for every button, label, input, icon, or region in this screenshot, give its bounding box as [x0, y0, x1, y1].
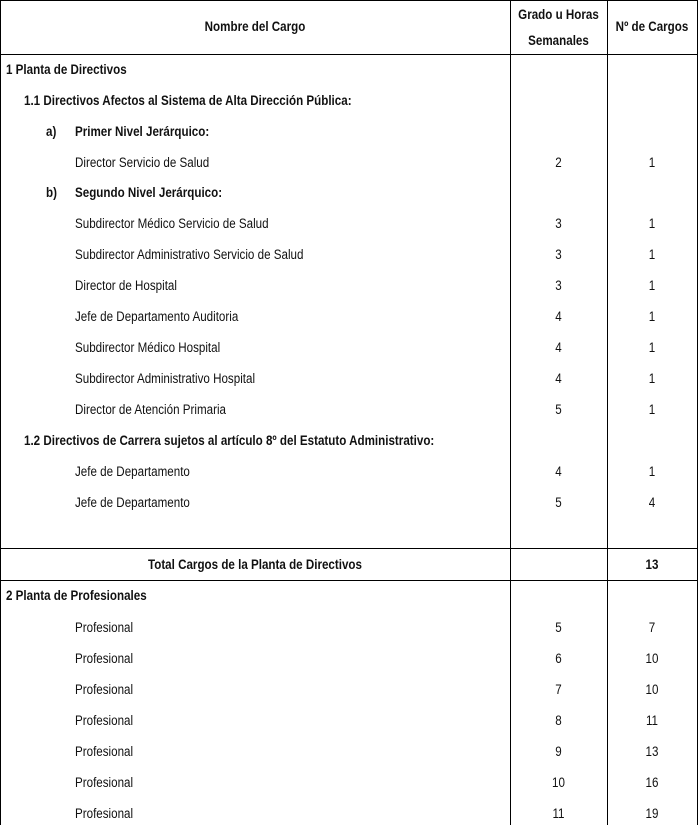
table-row-grado: 3 — [555, 216, 562, 231]
table-row-cargo-name: Director Servicio de Salud — [75, 155, 210, 170]
table-row-grado: 4 — [555, 340, 562, 355]
table-row-numero-cargos: 1 — [648, 340, 656, 355]
table-row-grado: 5 — [555, 495, 562, 510]
table-row-cargo-name: Director de Hospital — [75, 278, 177, 293]
table-row-cargo-name: Profesional — [75, 651, 134, 666]
group-a-letter: a) — [46, 124, 57, 139]
table-row-cargo-name: Subdirector Médico Hospital — [75, 340, 221, 355]
table-row-numero-cargos: 1 — [648, 371, 656, 386]
section-planta-profesionales: 2 Planta de Profesionales — [6, 588, 147, 603]
table-border-left — [0, 0, 1, 825]
header-numero-de-cargos: Nº de Cargos — [615, 19, 689, 34]
table-row-cargo-name: Jefe de Departamento — [75, 464, 190, 479]
table-row-numero-cargos: 4 — [648, 495, 656, 510]
table-row-cargo-name: Profesional — [75, 806, 134, 821]
header-divider — [0, 54, 698, 55]
table-row-cargo-name: Subdirector Médico Servicio de Salud — [75, 216, 269, 231]
table-row-cargo-name: Director de Atención Primaria — [75, 402, 226, 417]
header-nombre-del-cargo: Nombre del Cargo — [204, 19, 306, 34]
table-row-grado: 10 — [552, 775, 565, 790]
table-row-numero-cargos: 1 — [648, 155, 656, 170]
table-row-cargo-name: Subdirector Administrativo Hospital — [75, 371, 256, 386]
table-row-grado: 8 — [555, 713, 562, 728]
table-row-numero-cargos: 19 — [645, 806, 659, 821]
total-directivos-label: Total Cargos de la Planta de Directivos — [147, 557, 362, 572]
table-row-grado: 5 — [555, 620, 562, 635]
subsection-directivos-carrera: 1.2 Directivos de Carrera sujetos al artículo 8º del Estatuto Administrativo: — [24, 433, 435, 448]
section-planta-directivos: 1 Planta de Directivos — [6, 62, 127, 77]
group-b-label: Segundo Nivel Jerárquico: — [75, 185, 223, 200]
table-row-numero-cargos: 1 — [648, 278, 656, 293]
table-row-grado: 9 — [555, 744, 562, 759]
table-row-grado: 3 — [555, 278, 562, 293]
table-row-cargo-name: Profesional — [75, 775, 134, 790]
group-b-letter: b) — [46, 185, 57, 200]
table-row-cargo-name: Subdirector Administrativo Servicio de Salud — [75, 247, 304, 262]
table-row-grado: 4 — [555, 309, 562, 324]
table-row-numero-cargos: 1 — [648, 309, 656, 324]
header-grado-line1: Grado u Horas — [518, 7, 599, 22]
table-row-numero-cargos: 1 — [648, 402, 656, 417]
table-row-cargo-name: Profesional — [75, 713, 134, 728]
table-row-cargo-name: Profesional — [75, 682, 134, 697]
table-row-numero-cargos: 10 — [645, 682, 659, 697]
header-grado-line2: Semanales — [528, 33, 589, 48]
table-row-numero-cargos: 13 — [645, 744, 659, 759]
table-row-grado: 11 — [552, 806, 565, 821]
table-row-grado: 5 — [555, 402, 562, 417]
table-row-grado: 6 — [555, 651, 562, 666]
table-row-numero-cargos: 11 — [645, 713, 659, 728]
total-row-top — [0, 548, 698, 549]
column-divider-cargos — [607, 0, 608, 825]
total-directivos-value: 13 — [645, 557, 659, 572]
table-border-top — [0, 0, 698, 1]
subsection-alta-direccion: 1.1 Directivos Afectos al Sistema de Alta Dirección Pública: — [24, 93, 352, 108]
table-row-numero-cargos: 1 — [648, 464, 656, 479]
table-row-cargo-name: Jefe de Departamento — [75, 495, 190, 510]
table-row-numero-cargos: 1 — [648, 216, 656, 231]
table-row-grado: 4 — [555, 464, 562, 479]
table-row-cargo-name: Profesional — [75, 744, 134, 759]
table-row-grado: 7 — [555, 682, 562, 697]
table-row-cargo-name: Jefe de Departamento Auditoria — [75, 309, 239, 324]
table-row-grado: 4 — [555, 371, 562, 386]
table-row-numero-cargos: 1 — [648, 247, 656, 262]
total-row-bottom — [0, 580, 698, 581]
table-row-grado: 2 — [555, 155, 562, 170]
table-row-numero-cargos: 7 — [648, 620, 656, 635]
table-row-grado: 3 — [555, 247, 562, 262]
table-row-cargo-name: Profesional — [75, 620, 134, 635]
column-divider-grado — [510, 0, 511, 825]
table-row-numero-cargos: 10 — [645, 651, 659, 666]
table-row-numero-cargos: 16 — [645, 775, 659, 790]
group-a-label: Primer Nivel Jerárquico: — [75, 124, 210, 139]
